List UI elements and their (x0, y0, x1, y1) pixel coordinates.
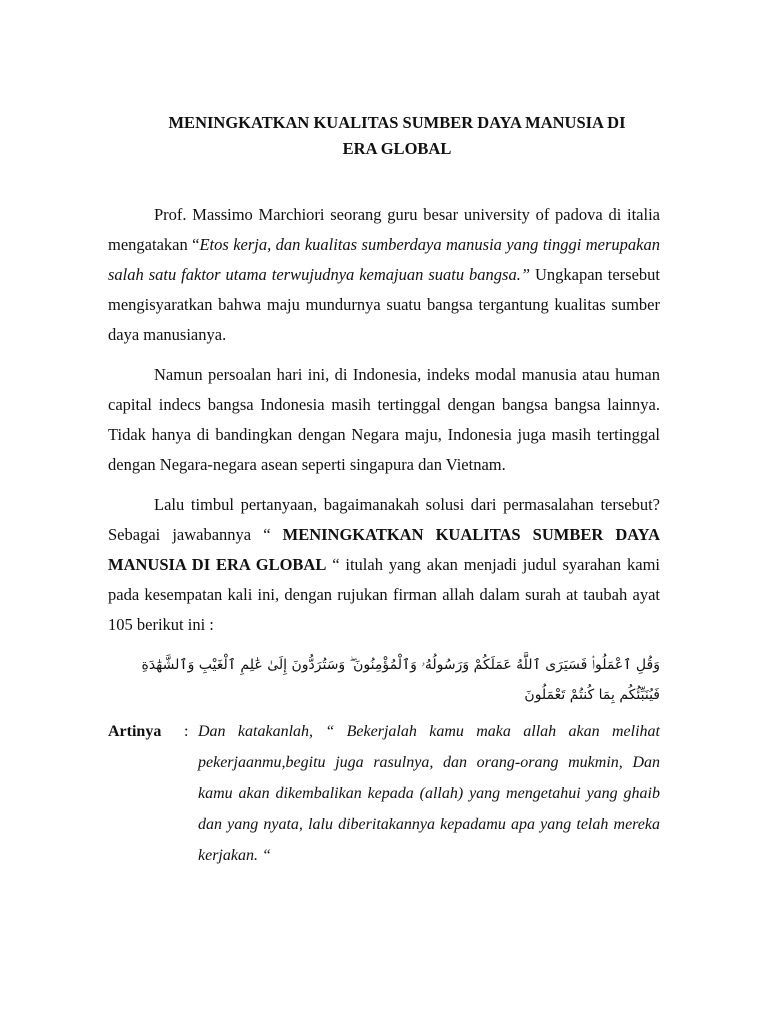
paragraph-2: Namun persoalan hari ini, di Indonesia, indeks modal manusia atau human capital indecs bangsa Indonesia masih tertinggal dengan bangsa bangsa lainnya. Tidak hanya di bandingkan dengan Negara maju, Indonesia juga masih tertinggal dengan Negara-negara asean seperti singapura dan Vietnam. (108, 365, 660, 474)
paragraph-1-rest: Ungkapan tersebut mengisyaratkan bahwa maju mundurnya suatu bangsa tergantung kualitas sumber daya manusianya. (108, 265, 660, 344)
paragraph-3-a: Lalu timbul pertanyaan, bagaimanakah solusi dari permasalahan tersebut? Sebagai jawabannya “ (108, 495, 660, 544)
document-title (108, 110, 660, 162)
title-line-1: MENINGKATKAN KUALITAS SUMBER DAYA MANUSIA DI (168, 113, 626, 132)
paragraph-3-bold: MENINGKATKAN KUALITAS SUMBER DAYA MANUSIA DI ERA GLOBAL (108, 525, 660, 574)
translation-label: Artinya (108, 723, 162, 740)
translation-block (108, 716, 660, 871)
arabic-verse: وَقُلِ ٱعْمَلُوا۟ فَسَيَرَى ٱللَّهُ عَمَلَكُمْ وَرَسُولُهُۥ وَٱلْمُؤْمِنُونَ ۖ وَسَتُرَدُّونَ إِلَىٰ عَٰلِمِ ٱلْغَيْبِ وَٱلشَّهَٰدَةِ فَيُنَبِّئُكُم بِمَا كُنتُمْ تَعْمَلُونَ (141, 657, 660, 703)
paragraph-3 (108, 490, 660, 640)
paragraph-1-intro: Prof. Massimo Marchiori seorang guru besar university of padova di italia mengatakan “ (108, 205, 660, 254)
paragraph-1 (108, 200, 660, 350)
paragraph-1-quote: Etos kerja, dan kualitas sumberdaya manusia yang tinggi merupakan salah satu faktor utama terwujudnya kemajuan suatu bangsa.” (108, 235, 660, 284)
translation-text: Dan katakanlah, “ Bekerjalah kamu maka allah akan melihat pekerjaanmu,begitu juga rasulnya, dan orang-orang mukmin, Dan kamu akan dikembalikan kepada (allah) yang mengetahui yang ghaib dan yang nyata, lalu diberitakannya kepadamu apa yang telah mereka kerjakan. “ (198, 723, 660, 864)
translation-colon: : (184, 723, 189, 740)
title-line-2: ERA GLOBAL (342, 139, 452, 158)
paragraph-3-b: “ itulah yang akan menjadi judul syarahan kami pada kesempatan kali ini, dengan rujukan firman allah dalam surah at taubah ayat 105 berikut ini : (108, 555, 660, 634)
